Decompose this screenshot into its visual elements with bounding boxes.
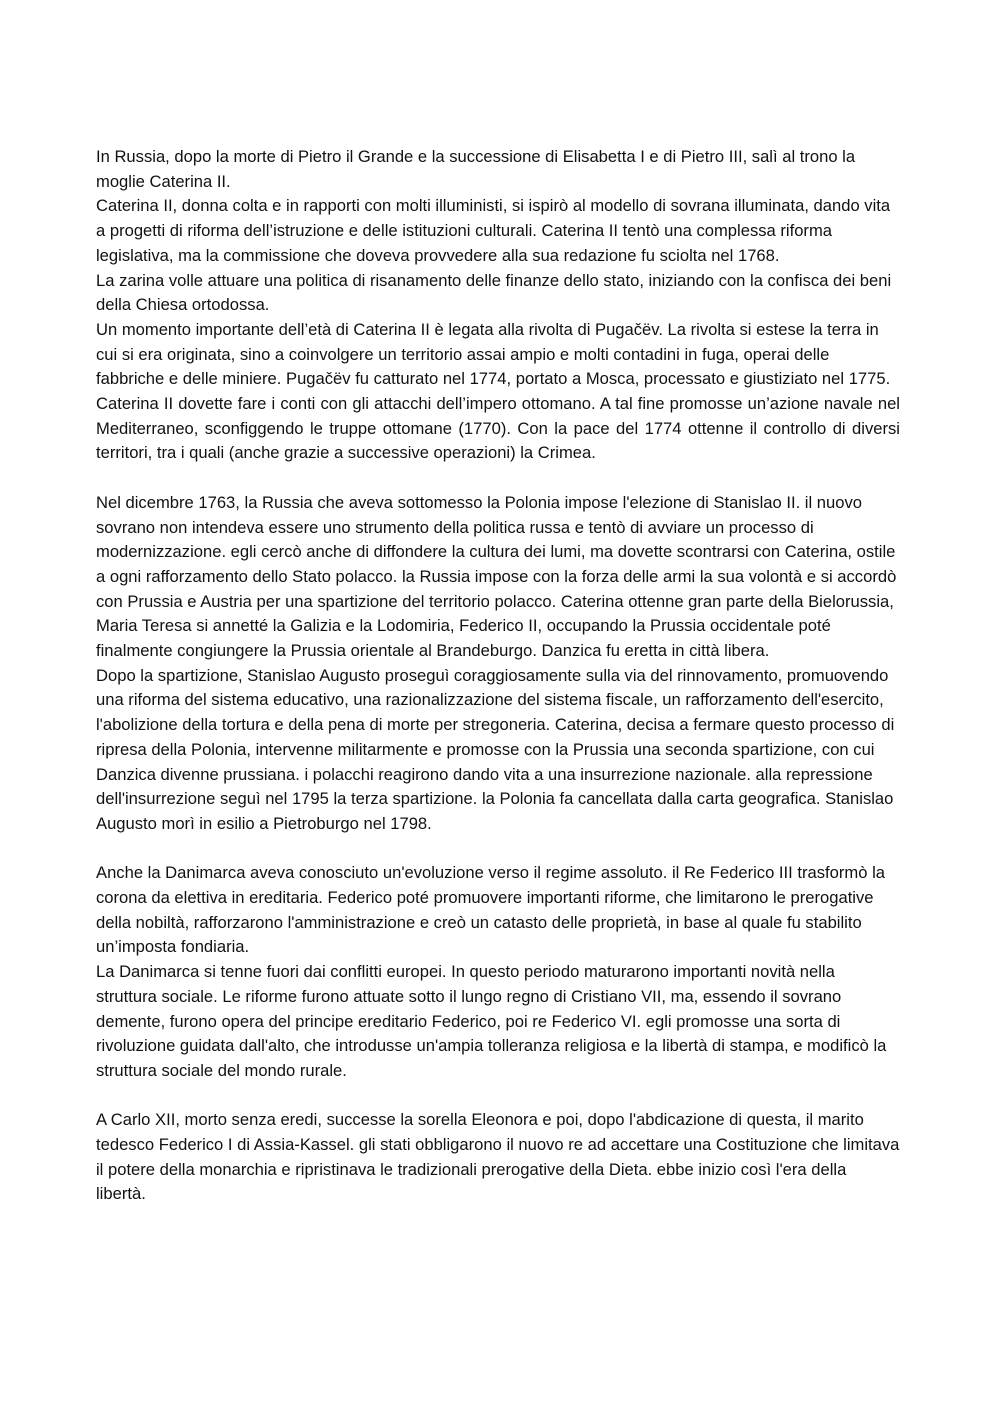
paragraph-ottoman: Caterina II dovette fare i conti con gli attacchi dell’impero ottomano. A tal fine promosse un’azione navale nel Mediterraneo, sconfiggendo le truppe ottomane (1770). Con la pace del 1774 ottenne il controllo di diversi territori, tra i quali (anche grazie a successive operazioni) la Crimea.: [96, 394, 900, 463]
paragraph-russia-intro: In Russia, dopo la morte di Pietro il Grande e la successione di Elisabetta I e di Pietro III, salì al trono la moglie Caterina II.: [96, 147, 856, 191]
paragraph-poland-first-partition: Nel dicembre 1763, la Russia che aveva sottomesso la Polonia impose l'elezione di Stanislao II. il nuovo sovrano non intendeva essere uno strumento della politica russa e tentò di avviare un processo di modernizzazione. egli cercò anche di diffondere la cultura dei lumi, ma dovette scontrarsi con Caterina, ostile a ogni rafforzamento dello Stato polacco. la Russia impose con la forza delle armi la sua volontà e si accordò con Prussia e Austria per una spartizione del territorio polacco. Caterina ottenne gran parte della Bielorussia, Maria Teresa si annetté la Galizia e la Lodomiria, Federico II, occupando la Prussia occidentale poté finalmente congiungere la Prussia orientale al Brandeburgo. Danzica fu eretta in città libera.: [96, 492, 897, 661]
paragraph-pugachev: Un momento importante dell’età di Caterina II è legata alla rivolta di Pugačëv. La rivolta si estese la terra in cui si era originata, sino a coinvolgere un territorio assai ampio e molti contadini in fuga, operai delle fabbriche e delle miniere. Pugačëv fu catturato nel 1774, portato a Mosca, processato e giustiziato nel 1775.: [96, 319, 891, 389]
paragraph-poland-later-partitions: Dopo la spartizione, Stanislao Augusto proseguì coraggiosamente sulla via del rinnovamento, promuovendo una riforma del sistema educativo, una razionalizzazione del sistema fiscale, un rafforzamento dell'esercito, l'abolizione della tortura e della pena di morte per stregoneria. Caterina, decisa a fermare questo processo di ripresa della Polonia, intervenne militarmente e promosse con la Prussia una seconda spartizione, con cui Danzica divenne prussiana. i polacchi reagirono dando vita a una insurrezione nazionale. alla repressione dell'insurrezione seguì nel 1795 la terza spartizione. la Polonia fa cancellata dalla carta geografica. Stanislao Augusto morì in esilio a Pietroburgo nel 1798.: [96, 665, 895, 833]
paragraph-finance: La zarina volle attuare una politica di risanamento delle finanze dello stato, iniziando con la confisca dei beni della Chiesa ortodossa.: [96, 270, 892, 315]
paragraph-spacer: [96, 1084, 900, 1109]
document-page: [96, 145, 900, 1207]
paragraph-denmark-absolutism: Anche la Danimarca aveva conosciuto un'evoluzione verso il regime assoluto. il Re Federico III trasformò la corona da elettiva in ereditaria. Federico poté promuovere importanti riforme, che limitarono le prerogative della nobiltà, rafforzarono l'amministrazione e creò un catasto delle proprietà, in base al quale fu stabilito un’imposta fondiaria.: [96, 863, 885, 957]
paragraph-caterina-reforms: Caterina II, donna colta e in rapporti con molti illuministi, si ispirò al modello di sovrana illuminata, dando vita a progetti di riforma dell’istruzione e delle istituzioni culturali. Caterina II tentò una complessa riforma legislativa, ma la commissione che doveva provvedere alla sua redazione fu sciolta nel 1768.: [96, 196, 891, 265]
paragraph-spacer: [96, 466, 900, 491]
paragraph-spacer: [96, 837, 900, 862]
paragraph-denmark-reforms: La Danimarca si tenne fuori dai conflitti europei. In questo periodo maturarono importanti novità nella struttura sociale. Le riforme furono attuate sotto il lungo regno di Cristiano VII, ma, essendo il sovrano demente, furono opera del principe ereditario Federico, poi re Federico VI. egli promosse una sorta di rivoluzione guidata dall'alto, che introdusse un'ampia tolleranza religiosa e la libertà di stampa, e modificò la struttura sociale del mondo rurale.: [96, 962, 887, 1080]
paragraph-sweden: A Carlo XII, morto senza eredi, successe la sorella Eleonora e poi, dopo l'abdicazione di questa, il marito tedesco Federico I di Assia-Kassel. gli stati obbligarono il nuovo re ad accettare una Costituzione che limitava il potere della monarchia e ripristinava le tradizionali prerogative della Dieta. ebbe inizio così l'era della libertà.: [96, 1110, 900, 1204]
